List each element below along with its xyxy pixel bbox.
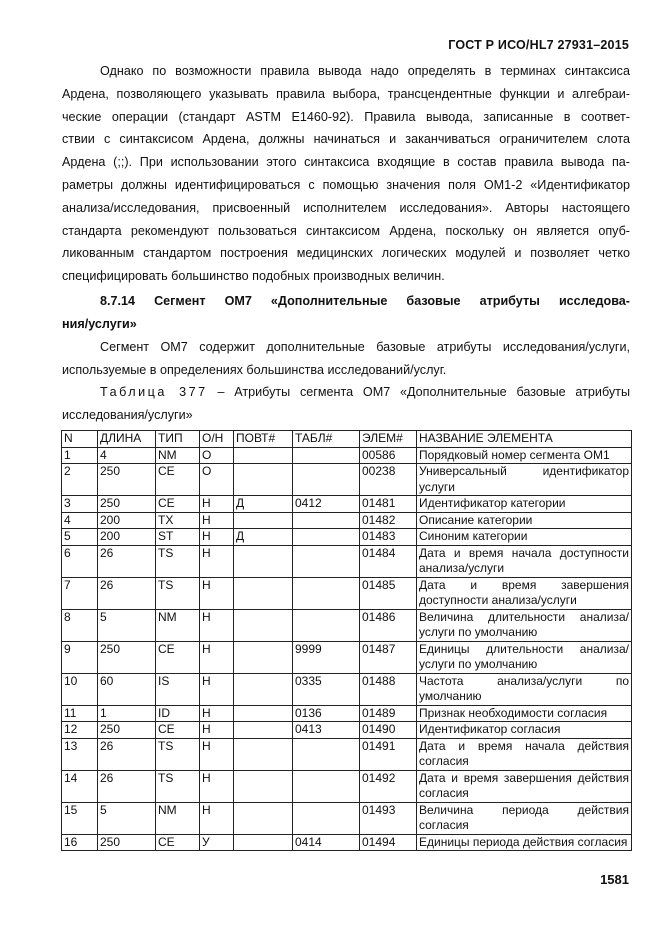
table-cell xyxy=(293,770,360,802)
table-cell: 0414 xyxy=(293,834,360,851)
table-cell: Дата и время начала доступности анализа/услуги xyxy=(417,545,632,577)
table-cell xyxy=(234,705,293,722)
table-row xyxy=(62,705,632,722)
table-cell: Н xyxy=(200,738,234,770)
table-cell xyxy=(234,770,293,802)
table-cell: 01483 xyxy=(360,529,417,546)
table-cell: 11 xyxy=(62,705,98,722)
table-cell: 26 xyxy=(98,545,156,577)
table-row xyxy=(62,447,632,464)
table-cell: TS xyxy=(156,577,200,609)
table-cell: NM xyxy=(156,447,200,464)
table-cell: 1 xyxy=(62,447,98,464)
table-cell: 250 xyxy=(98,464,156,496)
table-cell xyxy=(234,738,293,770)
column-header: ТИП xyxy=(156,431,200,448)
table-cell: Универсальный идентификатор услуги xyxy=(417,464,632,496)
text-line: ствии с синтаксисом Ардена, должны начинаться и заканчиваться ограничителем слота xyxy=(62,132,630,147)
table-cell: NM xyxy=(156,609,200,641)
table-cell xyxy=(293,609,360,641)
table-cell xyxy=(293,545,360,577)
table-cell: CE xyxy=(156,496,200,513)
table-cell: 01486 xyxy=(360,609,417,641)
table-cell: Н xyxy=(200,545,234,577)
table-cell: 0335 xyxy=(293,673,360,705)
table-cell xyxy=(234,834,293,851)
table-cell: У xyxy=(200,834,234,851)
table-row xyxy=(62,834,632,851)
table-cell: 01492 xyxy=(360,770,417,802)
table-caption-label: Таблица 377 xyxy=(100,385,208,399)
table-cell: 26 xyxy=(98,770,156,802)
table-cell: Описание категории xyxy=(417,512,632,529)
table-cell: 250 xyxy=(98,834,156,851)
table-cell: 26 xyxy=(98,738,156,770)
table-cell: Порядковый номер сегмента OM1 xyxy=(417,447,632,464)
table-cell: 01491 xyxy=(360,738,417,770)
table-cell: 2 xyxy=(62,464,98,496)
table-cell: 3 xyxy=(62,496,98,513)
table-cell: 16 xyxy=(62,834,98,851)
table-row xyxy=(62,802,632,834)
column-header: ТАБЛ# xyxy=(293,431,360,448)
table-cell: 00238 xyxy=(360,464,417,496)
table-cell: 12 xyxy=(62,722,98,739)
table-cell xyxy=(234,464,293,496)
text-line: стандарта рекомендуют пользоваться синтаксисом Ардена, поскольку он является опуб- xyxy=(62,223,630,238)
table-row xyxy=(62,673,632,705)
column-header: ЭЛЕМ# xyxy=(360,431,417,448)
table-cell xyxy=(293,529,360,546)
table-cell: 0136 xyxy=(293,705,360,722)
table-cell xyxy=(293,577,360,609)
table-cell xyxy=(234,609,293,641)
paragraph-segment-description xyxy=(62,336,630,382)
text-line: раметры должны идентифицироваться с помощью значения поля OM1-2 «Идентификатор xyxy=(62,177,630,192)
table-cell: Н xyxy=(200,577,234,609)
table-row xyxy=(62,738,632,770)
table-cell: 60 xyxy=(98,673,156,705)
table-cell: 5 xyxy=(98,609,156,641)
table-cell: Единицы периода действия согласия xyxy=(417,834,632,851)
text-line: Ардена (;;). При использовании этого синтаксиса входящие в состав правила вывода па- xyxy=(62,155,630,170)
table-cell: Н xyxy=(200,770,234,802)
table-body xyxy=(62,447,632,851)
table-cell: 14 xyxy=(62,770,98,802)
table-cell: 0413 xyxy=(293,722,360,739)
table-cell: 15 xyxy=(62,802,98,834)
table-cell xyxy=(234,641,293,673)
om7-attributes-table xyxy=(61,430,632,851)
table-cell: Величина периода действия согласия xyxy=(417,802,632,834)
table-cell xyxy=(293,802,360,834)
page-number: 1581 xyxy=(600,872,629,887)
table-header-row xyxy=(62,431,632,448)
table-cell: Дата и время завершения доступности анализа/услуги xyxy=(417,577,632,609)
table-cell: Дата и время начала действия согласия xyxy=(417,738,632,770)
table-cell: Н xyxy=(200,641,234,673)
table-cell: О xyxy=(200,447,234,464)
table-cell: Величина длительности анализа/услуги по умолчанию xyxy=(417,609,632,641)
text-line: ликованным стандартом построения медицинских логических модулей и позволяет четко xyxy=(62,246,630,261)
table-cell: 01484 xyxy=(360,545,417,577)
table-cell: 01494 xyxy=(360,834,417,851)
table-cell: Н xyxy=(200,705,234,722)
table-cell: CE xyxy=(156,641,200,673)
table-cell: 4 xyxy=(98,447,156,464)
table-cell: Д xyxy=(234,496,293,513)
table-cell: TX xyxy=(156,512,200,529)
table-cell: Синоним категории xyxy=(417,529,632,546)
table-cell: 9 xyxy=(62,641,98,673)
table-cell: Н xyxy=(200,673,234,705)
table-cell: 1 xyxy=(98,705,156,722)
paragraph-arden-syntax xyxy=(62,60,630,288)
column-header: НАЗВАНИЕ ЭЛЕМЕНТА xyxy=(417,431,632,448)
table-cell xyxy=(234,802,293,834)
table-cell: 01487 xyxy=(360,641,417,673)
table-cell: NM xyxy=(156,802,200,834)
table-cell xyxy=(234,577,293,609)
table-cell: 200 xyxy=(98,529,156,546)
section-heading xyxy=(62,290,630,336)
table-cell: 01482 xyxy=(360,512,417,529)
table-cell: О xyxy=(200,464,234,496)
text-line: ния/услуги» xyxy=(62,316,137,331)
table-row xyxy=(62,722,632,739)
table-cell xyxy=(234,673,293,705)
table-cell: CE xyxy=(156,834,200,851)
table-cell: 8 xyxy=(62,609,98,641)
text-line: Ардена, позволяющего указывать правила выбора, трансцендентные функции и алгебраи- xyxy=(62,86,630,101)
table-cell: Частота анализа/услуги по умолчанию xyxy=(417,673,632,705)
text-line: ческие операции (стандарт ASTM E1460-92). Правила вывода, записанные в соответ- xyxy=(62,109,630,124)
table-cell: 5 xyxy=(62,529,98,546)
table-cell: Идентификатор согласия xyxy=(417,722,632,739)
table-row xyxy=(62,464,632,496)
table-row xyxy=(62,529,632,546)
table-row xyxy=(62,545,632,577)
table-cell: 5 xyxy=(98,802,156,834)
text-line: 8.7.14 Сегмент OM7 «Дополнительные базовые атрибуты исследова- xyxy=(100,294,630,308)
table-cell: ST xyxy=(156,529,200,546)
table-cell: Признак необходимости согласия xyxy=(417,705,632,722)
table-cell: CE xyxy=(156,464,200,496)
table-cell: 01490 xyxy=(360,722,417,739)
table-cell: 13 xyxy=(62,738,98,770)
table-cell: 01493 xyxy=(360,802,417,834)
text-line: используемые в определениях большинства исследований/услуг. xyxy=(62,362,447,377)
text-line: Однако по возможности правила вывода надо определять в терминах синтаксиса xyxy=(100,64,630,78)
table-cell: 01485 xyxy=(360,577,417,609)
table-cell: Н xyxy=(200,802,234,834)
table-cell: 250 xyxy=(98,641,156,673)
table-cell: Н xyxy=(200,496,234,513)
table-cell: 250 xyxy=(98,722,156,739)
table-cell: 01488 xyxy=(360,673,417,705)
table-cell: 6 xyxy=(62,545,98,577)
table-row xyxy=(62,641,632,673)
table-cell: 9999 xyxy=(293,641,360,673)
table-cell xyxy=(293,738,360,770)
table-cell: 250 xyxy=(98,496,156,513)
table-cell: Идентификатор категории xyxy=(417,496,632,513)
table-cell xyxy=(234,722,293,739)
table-cell: CE xyxy=(156,722,200,739)
table-cell: 26 xyxy=(98,577,156,609)
table-cell xyxy=(234,447,293,464)
table-row xyxy=(62,577,632,609)
table-caption-text: – Атрибуты сегмента OM7 «Дополнительные базовые атрибуты xyxy=(207,385,630,399)
table-cell: 01489 xyxy=(360,705,417,722)
table-cell: 10 xyxy=(62,673,98,705)
table-cell: Дата и время завершения действия согласия xyxy=(417,770,632,802)
document-code: ГОСТ Р ИСО/HL7 27931–2015 xyxy=(448,38,629,52)
table-cell: 01481 xyxy=(360,496,417,513)
table-cell xyxy=(293,512,360,529)
table-cell xyxy=(234,545,293,577)
table-cell: 7 xyxy=(62,577,98,609)
table-row xyxy=(62,512,632,529)
table-cell: Н xyxy=(200,529,234,546)
text-line: анализа/исследования, присвоенный исполнителем исследования». Авторы настоящего xyxy=(62,200,630,215)
table-cell xyxy=(234,512,293,529)
column-header: ДЛИНА xyxy=(98,431,156,448)
table-cell xyxy=(293,447,360,464)
table-cell: 4 xyxy=(62,512,98,529)
text-line: Сегмент OM7 содержит дополнительные базовые атрибуты исследования/услуги, xyxy=(100,340,630,354)
table-caption-line2: исследования/услуги» xyxy=(62,407,193,422)
table-cell: 00586 xyxy=(360,447,417,464)
table-cell: 0412 xyxy=(293,496,360,513)
table-cell: 200 xyxy=(98,512,156,529)
column-header: О/Н xyxy=(200,431,234,448)
table-row xyxy=(62,609,632,641)
text-line: специфицировать большинство подобных производных величин. xyxy=(62,269,445,284)
table-cell: Единицы длительности анализа/услуги по умолчанию xyxy=(417,641,632,673)
table-row xyxy=(62,496,632,513)
table-cell: Д xyxy=(234,529,293,546)
table-row xyxy=(62,770,632,802)
column-header: ПОВТ# xyxy=(234,431,293,448)
table-cell: TS xyxy=(156,545,200,577)
table-cell: Н xyxy=(200,512,234,529)
table-cell: Н xyxy=(200,722,234,739)
table-cell xyxy=(293,464,360,496)
table-caption xyxy=(62,381,630,427)
table-cell: ID xyxy=(156,705,200,722)
table-cell: TS xyxy=(156,770,200,802)
table-cell: Н xyxy=(200,609,234,641)
column-header: N xyxy=(62,431,98,448)
table-cell: IS xyxy=(156,673,200,705)
table-cell: TS xyxy=(156,738,200,770)
